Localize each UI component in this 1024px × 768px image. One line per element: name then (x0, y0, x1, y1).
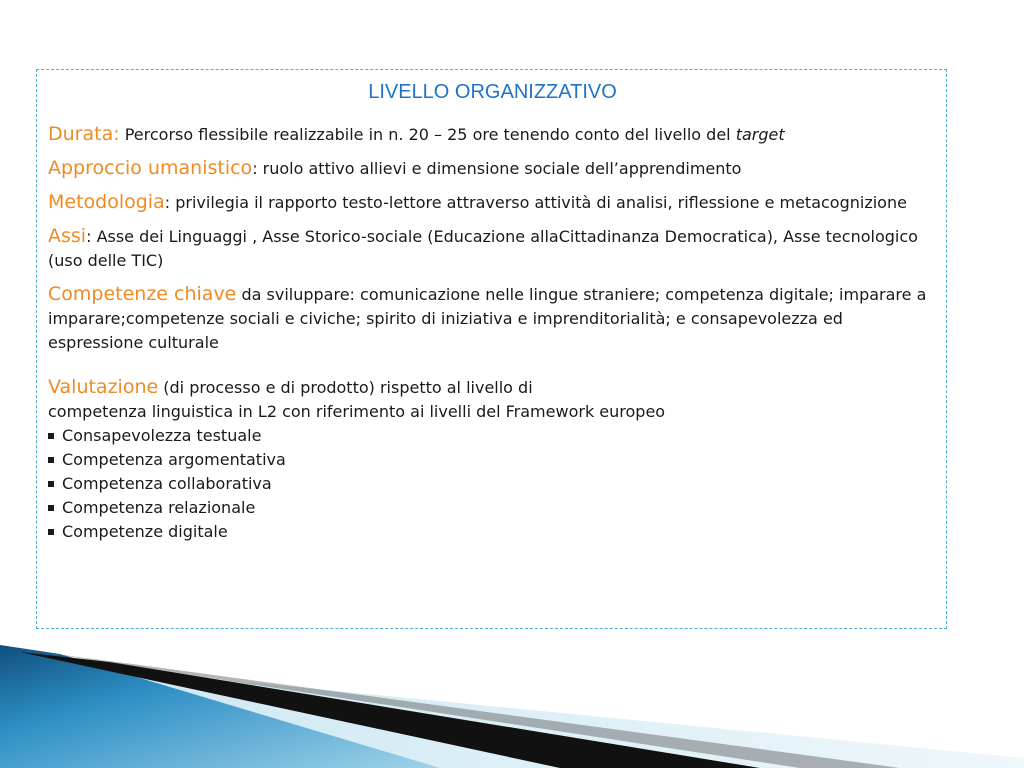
metodologia-paragraph (48, 190, 938, 215)
slide-body (48, 122, 938, 553)
list-item (48, 520, 938, 544)
assi-label: Assi (48, 225, 87, 247)
list-item-label: Competenza argomentativa (62, 450, 286, 469)
durata-text: Percorso flessibile realizzabile in n. 20 – 25 ore tenendo conto del livello del (124, 125, 731, 144)
valutazione-text-line2: competenza linguistica in L2 con riferimento ai livelli del Framework europeo (48, 402, 666, 421)
square-bullet-icon (48, 529, 54, 535)
list-item (48, 424, 938, 448)
approccio-paragraph (48, 156, 938, 181)
valutazione-text-line1: (di processo e di prodotto) rispetto al livello di (163, 378, 533, 397)
approccio-text: ruolo attivo allievi e dimensione sociale dell’apprendimento (262, 159, 742, 178)
metodologia-label: Metodologia (48, 191, 165, 213)
competenze-text: da sviluppare: comunicazione nelle lingue straniere; competenza digitale; imparare a imparare;competenze sociali e civiche; spirito di iniziativa e imprenditorialità; e consapevolezza ed espressione culturale (48, 285, 927, 352)
slide-title: LIVELLO ORGANIZZATIVO (368, 81, 617, 103)
durata-paragraph (48, 122, 938, 147)
valutazione-bullet-list (48, 424, 938, 544)
valutazione-label: Valutazione (48, 376, 159, 398)
slide-content-frame (36, 69, 947, 629)
decorative-wave-graphic (0, 640, 1024, 768)
list-item (48, 448, 938, 472)
square-bullet-icon (48, 433, 54, 439)
competenze-label: Competenze chiave (48, 283, 237, 305)
assi-paragraph (48, 224, 938, 273)
competenze-paragraph (48, 282, 938, 355)
list-item (48, 496, 938, 520)
square-bullet-icon (48, 481, 54, 487)
assi-separator: : (86, 227, 92, 246)
list-item-label: Competenze digitale (62, 522, 228, 541)
valutazione-heading-line (48, 375, 938, 400)
durata-label: Durata: (48, 123, 120, 145)
list-item-label: Consapevolezza testuale (62, 426, 262, 445)
assi-text: Asse dei Linguaggi , Asse Storico-sociale (Educazione allaCittadinanza Democratica), Asse tecnologico (uso delle TIC) (48, 227, 918, 270)
square-bullet-icon (48, 457, 54, 463)
list-item (48, 472, 938, 496)
valutazione-section (48, 375, 938, 544)
list-item-label: Competenza relazionale (62, 498, 256, 517)
square-bullet-icon (48, 505, 54, 511)
list-item-label: Competenza collaborativa (62, 474, 272, 493)
approccio-separator: : (252, 159, 258, 178)
durata-italic-text: target (735, 125, 785, 144)
approccio-label: Approccio umanistico (48, 157, 253, 179)
metodologia-separator: : (164, 193, 171, 212)
metodologia-text: privilegia il rapporto testo-lettore attraverso attività di analisi, riflessione e metacognizione (175, 193, 907, 212)
